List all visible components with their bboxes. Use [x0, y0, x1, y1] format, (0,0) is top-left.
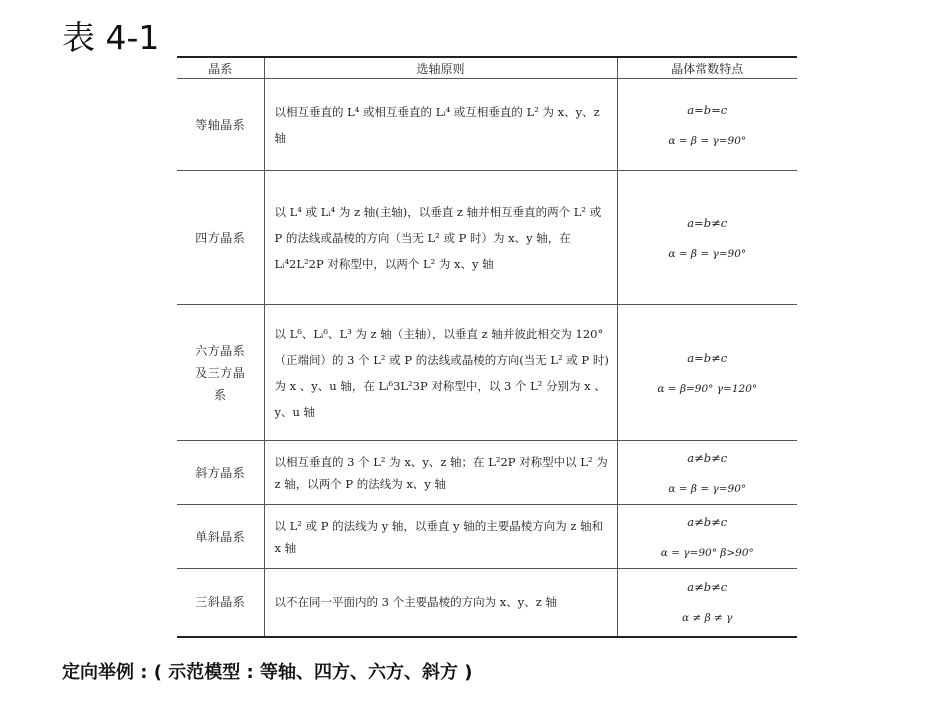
header-axis-rule: 选轴原则	[264, 57, 617, 79]
constants-cell	[617, 441, 797, 505]
axis-rule-cell: 以 L² 或 P 的法线为 y 轴，以垂直 y 轴的主要晶棱方向为 z 轴和 x 轴	[264, 505, 617, 569]
constants-cell	[617, 569, 797, 637]
table-row	[177, 171, 797, 305]
axis-rule-cell: 以 L⁶、Lᵢ⁶、L³ 为 z 轴（主轴），以垂直 z 轴并彼此相交为 120° （正端间）的 3 个 L² 或 P 的法线或晶棱的方向(当无 L² 或 P 时)为 x 、y、u 轴，在 Lᵢ⁶3L²3P 对称型中，以 3 个 L² 分别为 x 、y、u 轴	[264, 305, 617, 441]
table-header-row	[177, 57, 797, 79]
crystal-system-cell: 六方晶系及三方晶系	[177, 305, 264, 441]
axial-angles: α ≠ β ≠ γ	[682, 612, 733, 625]
constants-cell	[617, 305, 797, 441]
axial-angles: α = β = γ=90°	[668, 247, 747, 260]
axial-angles: α = β = γ=90°	[668, 482, 747, 495]
axial-ratio: a=b≠c	[687, 215, 728, 230]
header-crystal-system: 晶系	[177, 57, 264, 79]
constants-cell	[617, 79, 797, 171]
table-row	[177, 305, 797, 441]
axial-ratio: a=b≠c	[687, 350, 728, 365]
axial-angles: α = γ=90° β>90°	[660, 546, 754, 559]
axial-ratio: a=b=c	[687, 102, 728, 117]
axis-rule-cell: 以 L⁴ 或 Lᵢ⁴ 为 z 轴(主轴)，以垂直 z 轴并相互垂直的两个 L² 或 P 的法线或晶棱的方向（当无 L² 或 P 时）为 x、y 轴，在 Lᵢ⁴2L²2P 对称型中，以两个 L² 为 x、y 轴	[264, 171, 617, 305]
table-row	[177, 79, 797, 171]
header-constants: 晶体常数特点	[617, 57, 797, 79]
table-row	[177, 505, 797, 569]
constants-cell	[617, 171, 797, 305]
axial-ratio: a≠b≠c	[687, 450, 728, 465]
crystal-system-cell: 等轴晶系	[177, 79, 264, 171]
table-row	[177, 441, 797, 505]
crystal-system-cell: 四方晶系	[177, 171, 264, 305]
axial-ratio: a≠b≠c	[687, 514, 728, 529]
axis-rule-cell: 以相互垂直的 3 个 L² 为 x、y、z 轴；在 L²2P 对称型中以 L² 为 z 轴，以两个 P 的法线为 x、y 轴	[264, 441, 617, 505]
slide-title: 表 4-1	[62, 18, 160, 57]
axial-angles: α = β = γ=90°	[668, 134, 747, 147]
crystal-system-cell: 三斜晶系	[177, 569, 264, 637]
crystal-system-cell: 单斜晶系	[177, 505, 264, 569]
crystal-system-table	[177, 56, 797, 638]
axial-ratio: a≠b≠c	[687, 580, 728, 595]
axis-rule-cell: 以相互垂直的 L⁴ 或相互垂直的 Lᵢ⁴ 或互相垂直的 L² 为 x、y、z 轴	[264, 79, 617, 171]
crystal-system-cell: 斜方晶系	[177, 441, 264, 505]
axis-rule-cell: 以不在同一平面内的 3 个主要晶棱的方向为 x、y、z 轴	[264, 569, 617, 637]
constants-cell	[617, 505, 797, 569]
table-row	[177, 569, 797, 637]
axial-angles: α = β=90° γ=120°	[657, 382, 758, 395]
example-caption: 定向举例 : ( 示范模型 : 等轴、四方、六方、斜方 )	[62, 662, 473, 683]
